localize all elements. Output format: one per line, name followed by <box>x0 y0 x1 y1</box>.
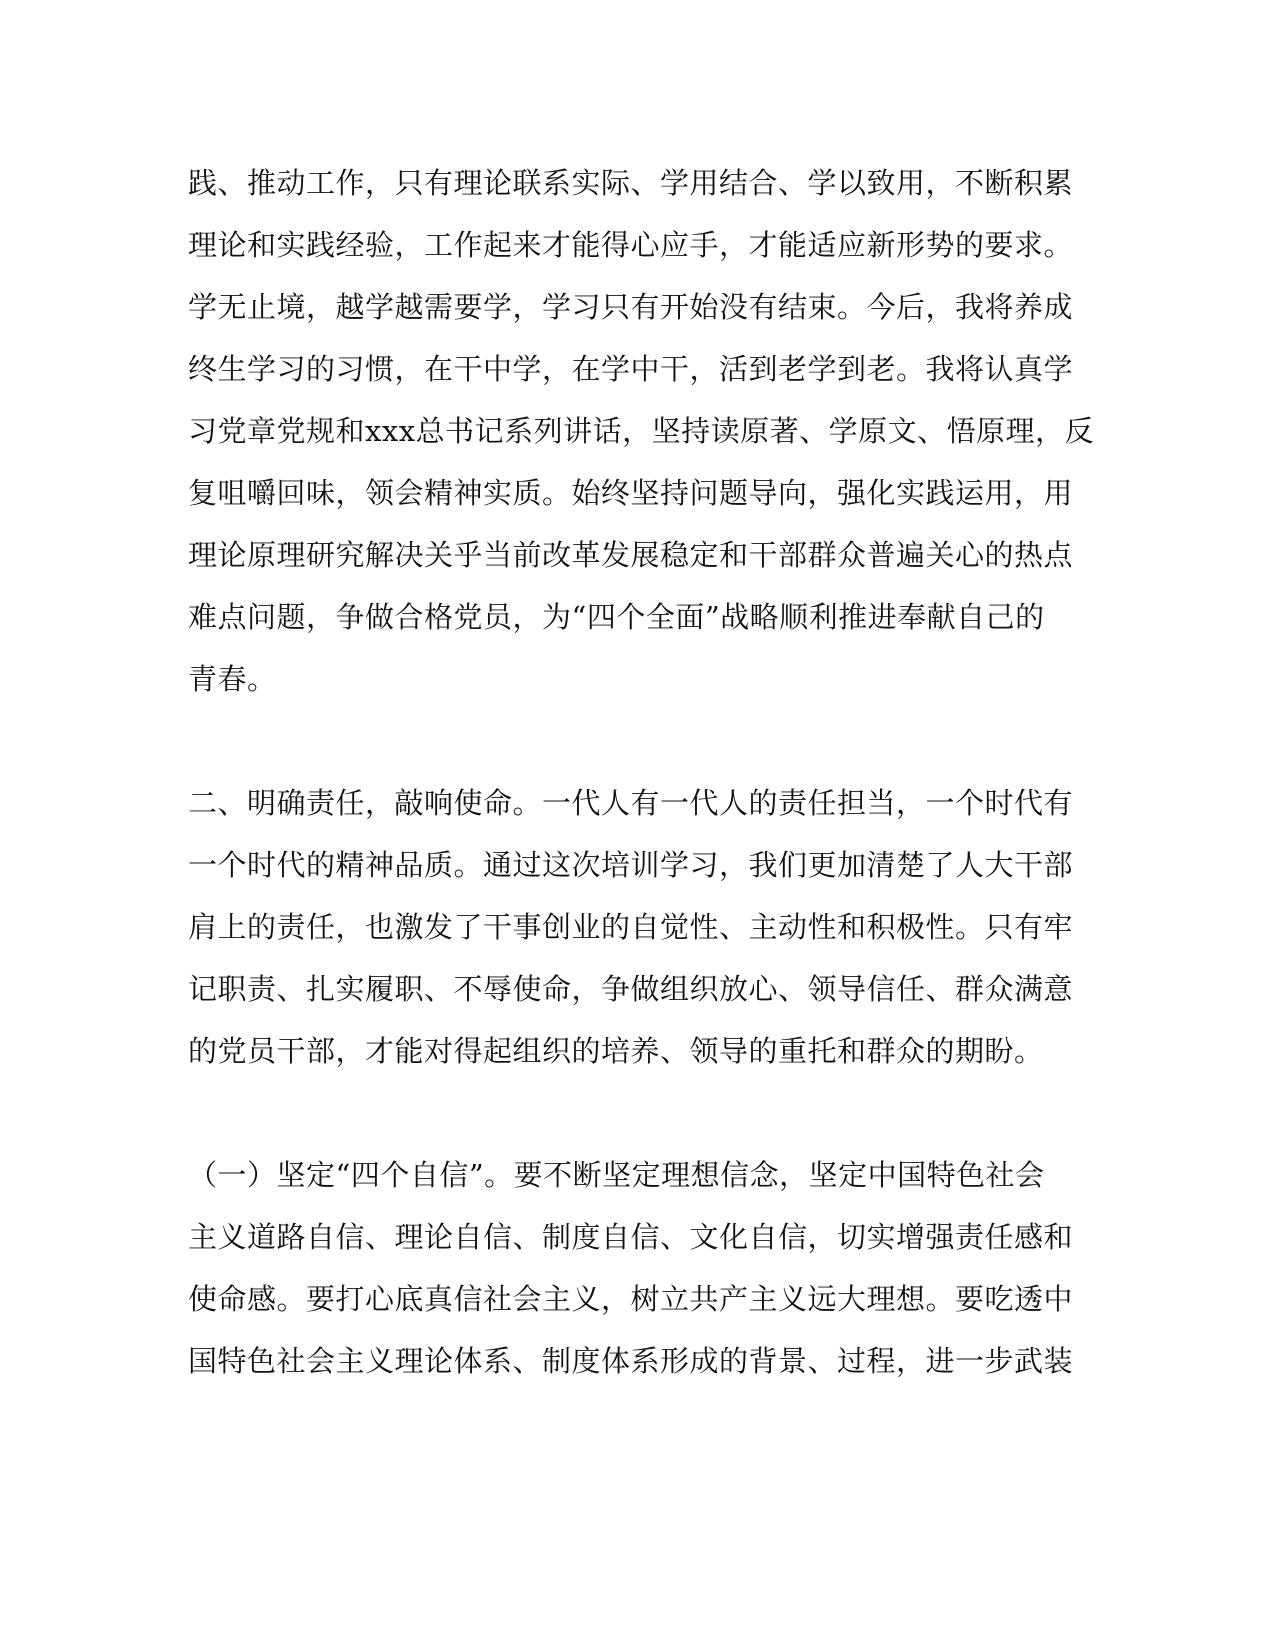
text-line: 青春。 <box>188 662 277 696</box>
text-line: 习党章党规和xxx总书记系列讲话，坚持读原著、学原文、悟原理，反 <box>188 414 1095 448</box>
text-line: 的党员干部，才能对得起组织的培养、领导的重托和群众的期盼。 <box>188 1034 1044 1068</box>
paragraph-subsection-one <box>188 1144 1088 1392</box>
paragraph-continuation <box>188 152 1095 710</box>
text-line: 记职责、扎实履职、不辱使命，争做组织放心、领导信任、群众满意 <box>188 972 1074 1006</box>
text-line: 二、明确责任，敲响使命。一代人有一代人的责任担当，一个时代有 <box>188 786 1074 820</box>
paragraph-spacer <box>188 710 1088 772</box>
text-line: 理论原理研究解决关乎当前改革发展稳定和干部群众普遍关心的热点 <box>188 538 1074 572</box>
text-line: 使命感。要打心底真信社会主义，树立共产主义远大理想。要吃透中 <box>188 1282 1074 1316</box>
text-line: 复咀嚼回味，领会精神实质。始终坚持问题导向，强化实践运用，用 <box>188 476 1074 510</box>
text-line: 肩上的责任，也激发了干事创业的自觉性、主动性和积极性。只有牢 <box>188 910 1074 944</box>
text-line: 终生学习的习惯，在干中学，在学中干，活到老学到老。我将认真学 <box>188 352 1074 386</box>
text-line: 一个时代的精神品质。通过这次培训学习，我们更加清楚了人大干部 <box>188 848 1074 882</box>
text-line: 主义道路自信、理论自信、制度自信、文化自信，切实增强责任感和 <box>188 1220 1074 1254</box>
paragraph-section-two <box>188 772 1088 1082</box>
text-line: 国特色社会主义理论体系、制度体系形成的背景、过程，进一步武装 <box>188 1344 1074 1378</box>
text-line: 理论和实践经验，工作起来才能得心应手，才能适应新形势的要求。 <box>188 228 1074 262</box>
paragraph-spacer <box>188 1082 1088 1144</box>
text-line: 践、推动工作，只有理论联系实际、学用结合、学以致用，不断积累 <box>188 166 1074 200</box>
document-body <box>188 152 1095 1392</box>
text-line: （一）坚定“四个自信”。要不断坚定理想信念，坚定中国特色社会 <box>188 1158 1045 1192</box>
text-line: 学无止境，越学越需要学，学习只有开始没有结束。今后，我将养成 <box>188 290 1074 324</box>
text-line: 难点问题，争做合格党员，为“四个全面”战略顺利推进奉献自己的 <box>188 600 1045 634</box>
